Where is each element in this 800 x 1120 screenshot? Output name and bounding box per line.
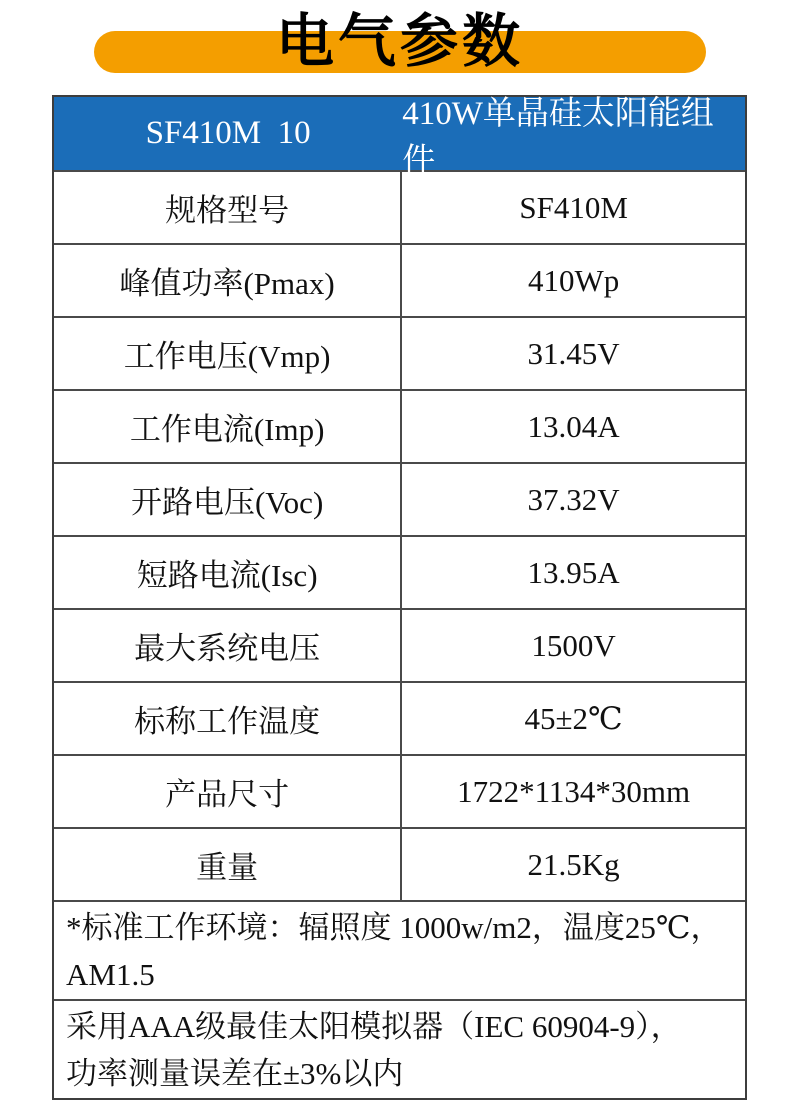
note-line: 采用AAA级最佳太阳模拟器（IEC 60904-9）， — [66, 1008, 682, 1044]
table-row — [54, 608, 745, 681]
note-standard-conditions — [54, 900, 745, 999]
spec-table — [52, 95, 747, 1100]
row-value: 13.95A — [527, 554, 620, 590]
table-row — [54, 754, 745, 827]
row-label: 峰值功率(Pmax) — [54, 245, 402, 316]
table-row — [54, 389, 745, 462]
note-simulator — [54, 999, 745, 1098]
row-label: 工作电压(Vmp) — [54, 318, 402, 389]
row-value: 1722*1134*30mm — [457, 773, 691, 809]
table-row — [54, 827, 745, 900]
row-value: 45±2℃ — [524, 700, 623, 736]
row-label: 产品尺寸 — [54, 756, 402, 827]
title-banner — [0, 0, 800, 92]
header-product-name: 410W单晶硅太阳能组件 — [402, 95, 714, 179]
row-label: 开路电压(Voc) — [54, 464, 402, 535]
row-value: 410Wp — [527, 262, 620, 298]
row-label: 重量 — [54, 829, 402, 900]
note-line: *标准工作环境：辐照度 1000w/m2，温度25℃， — [66, 909, 722, 945]
row-label: 最大系统电压 — [54, 610, 402, 681]
table-row — [54, 462, 745, 535]
table-row — [54, 243, 745, 316]
note-line: AM1.5 — [66, 956, 155, 992]
row-value: 31.45V — [527, 335, 620, 371]
table-row — [54, 316, 745, 389]
row-label: 规格型号 — [54, 172, 402, 243]
table-row — [54, 170, 745, 243]
row-label: 短路电流(Isc) — [54, 537, 402, 608]
row-value: 13.04A — [527, 408, 620, 444]
table-header-row — [54, 95, 745, 179]
note-line: 功率测量误差在±3%以内 — [66, 1055, 404, 1091]
row-value: 37.32V — [527, 481, 620, 517]
row-label: 工作电流(Imp) — [54, 391, 402, 462]
table-row — [54, 535, 745, 608]
row-value: 1500V — [531, 627, 616, 663]
row-value: 21.5Kg — [527, 846, 620, 882]
row-label: 标称工作温度 — [54, 683, 402, 754]
header-model-code: SF410M 10 — [145, 115, 311, 151]
page-title: 电气参数 — [275, 7, 524, 75]
row-value: SF410M — [519, 189, 628, 225]
table-row — [54, 681, 745, 754]
